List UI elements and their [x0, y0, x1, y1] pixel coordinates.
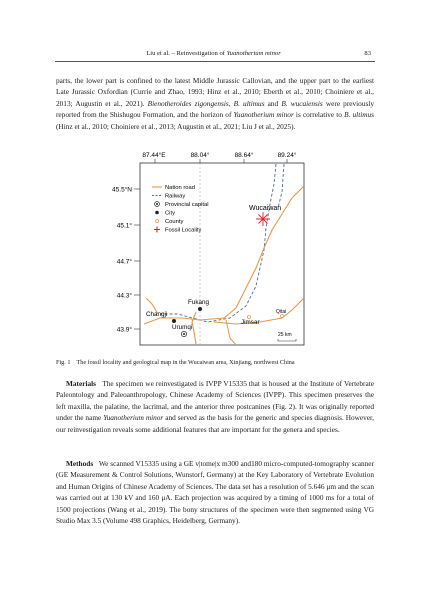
lon-label-2: 88.04° — [190, 152, 210, 159]
methods-heading: Methods — [66, 459, 94, 468]
methods-text: We scanned V15335 using a GE v|tome|x m300 and180 micro-computed-tomography scanner (GE Measurement & Control Solutions, Wunstorf, Germany) at the Key Laboratory of Vertebrate Evolution and Human Origins of Chinese Academy of Sciences. The data set has a resolution of 5.646 μm and the scan was carried out at 130 kV and 160 μA. Each projection was acquired by a timing of 1000 ms for a total of 1500 projections (Wang et al., 2019). The bony structures of the specimen were then segmented using VG Studio Max 3.5 (Volume 498 Graphics, Heidelberg, Germany). — [56, 459, 374, 526]
legend-road-label: Nation road — [165, 185, 195, 191]
lat-label-3: 44.7° — [116, 258, 132, 266]
figure-label: Fig. 1 — [56, 359, 71, 366]
map-svg — [96, 146, 336, 351]
city-changji-marker — [172, 319, 176, 323]
lon-label-3: 88.64° — [234, 152, 254, 159]
lat-label-4: 44.3° — [116, 292, 132, 300]
scale-label: 25 km — [278, 332, 292, 338]
legend-city-symbol — [155, 211, 159, 215]
legend-railway-label: Railway — [165, 193, 186, 200]
lon-label-1: 87.44°E — [142, 152, 166, 159]
page-number: 83 — [364, 50, 371, 57]
figure-caption-text: The fossil locality and geological map in the Wucaiwan area, Xinjiang, northwest China — [76, 359, 295, 366]
lon-label-4: 89.24° — [277, 152, 297, 159]
lat-label-1: 45.5°N — [112, 186, 132, 194]
paragraph-materials: Materials The specimen we reinvestigated is IVPP V15335 that is housed at the Institute of Vertebrate Paleontology and Paleoanthropology, Chinese Academy of Sciences (IVPP). This specimen preserves the left maxilla, the palatine, the lacrimal, and the anterior three postcanines (Fig. 2). It was originally reported under the name Yuanotherium minor and served as the basis for the generic and species diagnosis. However, our reinvestigation reveals some additional features that are important for the genera and species. — [56, 379, 374, 434]
header-rule — [55, 61, 375, 62]
legend-county-label: County — [165, 219, 184, 225]
legend-fossil-label: Fossil Locality — [165, 227, 202, 234]
paragraph-intro-text: parts, the lower part is confined to the latest Middle Jurassic Callovian, and the upper part to the earliest Late Jurassic Oxfordian (Currie and Zhao, 1993; Hinz et al., 2010; Eberth et al., 2010; Choiniere et al., 2013; Augustin et al., 2021). Bienotheroides zigongensis, B. ultimus and B. wucaiensis were previously reported from the Shishugou Formation, and the horizon of Yuanotherium minor is correlative to B. ultimus (Hinz et al., 2010; Choiniere et al., 2013; Augustin et al., 2021; Liu J et al., 2025). — [56, 76, 375, 131]
figure-map — [96, 146, 336, 351]
paragraph-methods — [56, 458, 374, 527]
place-jimsar: Jimsar — [241, 319, 260, 326]
place-wucaiwan: Wucaiwan — [249, 205, 282, 212]
lat-label-5: 43.9° — [116, 326, 132, 334]
paragraph-intro — [56, 75, 374, 132]
place-changji: Changji — [146, 311, 168, 318]
lat-label-2: 45.1° — [116, 222, 132, 230]
place-urumqi: Urumqi — [172, 324, 193, 331]
city-fukang-marker — [198, 307, 202, 311]
legend-capital-label: Provincial capital — [165, 202, 209, 208]
place-fukang: Fukang — [188, 299, 210, 306]
figure-caption — [56, 359, 374, 367]
running-title: Liu et al. – Reinvestigation of Yuanotherium minor — [146, 50, 281, 57]
legend-county-symbol — [156, 220, 159, 223]
materials-heading: Materials — [66, 379, 96, 388]
place-qitai: Qitai — [276, 309, 287, 315]
legend-city-label: City — [165, 210, 175, 217]
